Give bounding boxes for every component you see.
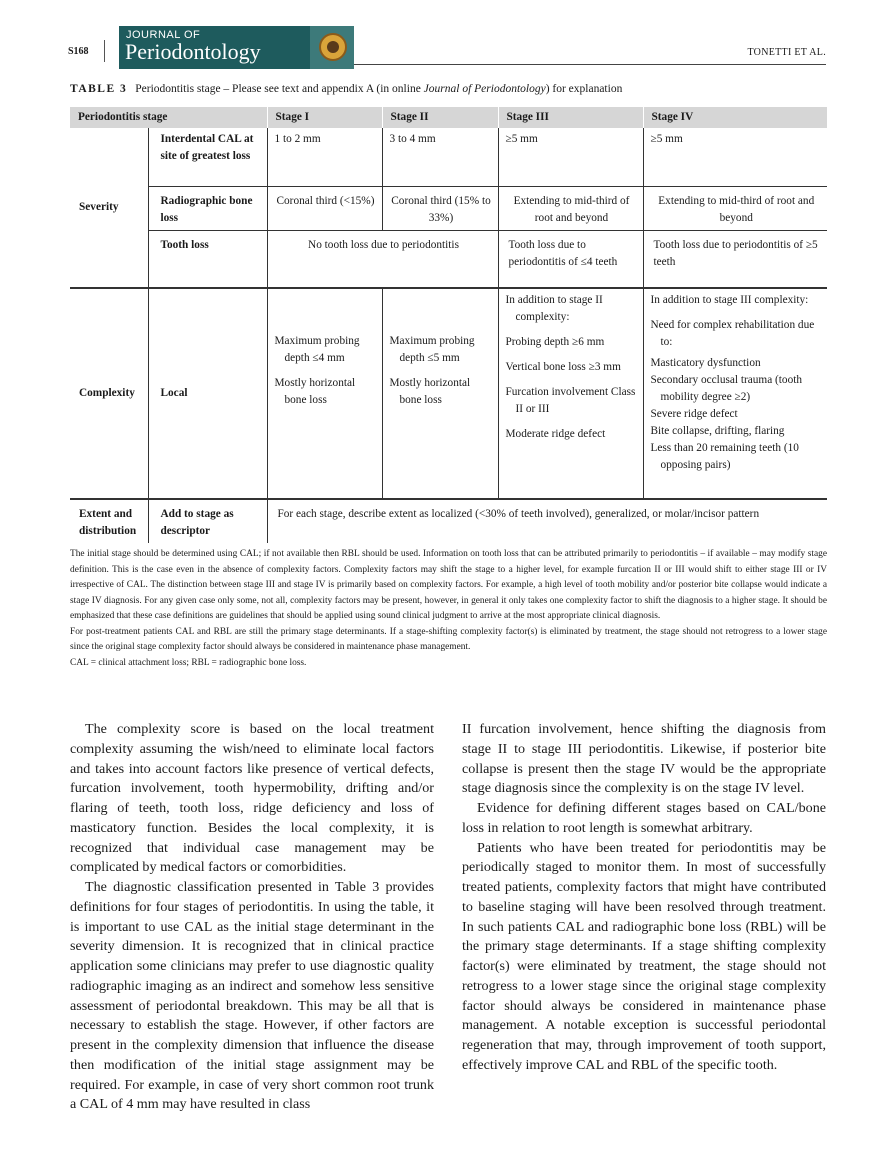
c2-item: Maximum probing depth ≤5 mm [389,335,475,364]
header-stage-3: Stage III [498,107,643,128]
row-complexity [70,288,827,499]
c1-item: Maximum probing depth ≤4 mm [274,335,360,364]
row-extent [70,499,827,543]
caption-text-post: ) for explanation [545,83,623,95]
journal-logo-line2: Periodontology [125,39,261,64]
tooth-loss-stage4: Tooth loss due to periodontitis of ≥5 teeth [643,230,827,288]
c1-item: Mostly horizontal bone loss [274,377,356,406]
rbl-stage1: Coronal third (<15%) [267,186,382,230]
journal-logo-line1: JOURNAL OF [126,29,201,41]
c3-item: In addition to stage II complexity: [505,294,603,323]
page-number: S168 [68,46,89,57]
header-stage-2: Stage II [382,107,498,128]
cal-stage3: ≥5 mm [498,128,643,186]
tooth-loss-stage3: Tooth loss due to periodontitis of ≤4 teeth [498,230,643,288]
c4-item: Less than 20 remaining teeth (10 opposing pairs) [650,442,799,471]
header-stage-1: Stage I [267,107,382,128]
complexity-local: Local [148,288,267,499]
body-right-column [462,720,826,1076]
rbl-label: Radiographic bone loss [148,186,267,230]
complexity-stage2 [382,288,498,499]
complexity-stage4 [643,288,827,499]
cal-label: Interdental CAL at site of greatest loss [148,128,267,186]
c4-item: In addition to stage III complexity: [650,294,809,306]
cal-stage2: 3 to 4 mm [382,128,498,186]
footnote: CAL = clinical attachment loss; RBL = radiographic bone loss. [70,657,307,668]
body-paragraph: Evidence for defining different stages based on CAL/bone loss in relation to root length is somewhat arbitrary. [462,800,826,836]
extent-sub: Add to stage as descriptor [148,499,267,543]
caption-journal: Journal of Periodontology [423,83,546,95]
c4-item: Bite collapse, drifting, flaring [650,425,785,437]
caption-text-pre: Periodontitis stage – Please see text and appendix A (in online [135,83,424,95]
body-paragraph: Patients who have been treated for periodontitis may be periodically staged to monitor them. In most of successfully treated patients, complexity factors that might have contributed to baseline staging will have been resolved through treatment. In such patients CAL and radiographic bone loss (RBL) will be the primary stage determinants. If a stage shifting complexity factor(s) were eliminated by treatment, the stage should not retrogress to a lower stage since the original stage complexity factor should always be considered in maintenance phase management. A notable exception is successful periodontal regeneration that may, through improvement of tooth support, effectively improve CAL and RBL of the specific tooth. [462,839,826,1073]
journal-logo [119,26,354,69]
c3-item: Vertical bone loss ≥3 mm [505,361,621,373]
c2-item: Mostly horizontal bone loss [389,377,471,406]
cal-stage4: ≥5 mm [643,128,827,186]
complexity-stage1 [267,288,382,499]
header-divider [104,40,105,62]
cal-stage1: 1 to 2 mm [267,128,382,186]
row-rbl [70,186,827,230]
body-left-column [70,720,434,1115]
complexity-stage3 [498,288,643,499]
extent-label: Extent and distribution [79,508,137,537]
table-label: TABLE 3 [70,83,128,95]
tooth-loss-stage12: No tooth loss due to periodontitis [267,230,498,288]
c4-item: Masticatory dysfunction [650,357,761,369]
c4-item: Secondary occlusal trauma (tooth mobility degree ≥2) [650,374,803,403]
page-header [68,26,826,70]
stage-table [70,107,827,543]
complexity-label: Complexity [70,288,148,499]
table-footnotes [70,547,827,671]
aap-seal-icon [310,26,354,69]
body-paragraph: The complexity score is based on the local treatment complexity assuming the wish/need to eliminate local factors and takes into account factors like presence of vertical defects, furcation involvement, tooth hypermobility, drifting and/or flaring of teeth, tooth loss, ridge deficiency and loss of masticatory function. Besides the local complexity, it is recognized that individual case management may be complicated by medical factors or comorbidities. [70,721,434,876]
body-paragraph: The diagnostic classification presented in Table 3 provides definitions for four stages of periodontitis. In using the table, it is important to use CAL as the initial stage determinant in the severity dimension. It is recognized that in clinical practice application some clinicians may prefer to use diagnostic quality radiographic imaging as an indirect and somehow less sensitive assessment of periodontal breakdown. This may be all that is necessary to establish the stage. However, if other factors are present in the complexity dimension that influence the disease then modification of the initial stage assignment may be required. For example, in case of very short common root trunk a CAL of 4 mm may have resulted in class [70,879,434,1113]
footnote: The initial stage should be determined using CAL; if not available then RBL should be used. Information on tooth loss that can be attributed primarily to periodontitis – if available – may modify stage definition. This is the case even in the absence of complexity factors. Complexity factors may shift the stage to a higher level, for example furcation II or III would shift to either stage III or IV irrespective of CAL. The distinction between stage III and stage IV is primarily based on complexity factors. For example, a high level of tooth mobility and/or posterior bite collapse would indicate a stage IV diagnosis. For any given case only some, not all, complexity factors may be present, however, in general it only takes one complexity factor to shift the diagnosis to a higher stage. It should be emphasized that these case definitions are guidelines that should be applied using sound clinical judgment to arrive at the most appropriate clinical diagnosis. [70,549,827,621]
header-rule [354,64,826,65]
rbl-stage4: Extending to mid-third of root and beyond [643,186,827,230]
body-paragraph-continued: II furcation involvement, hence shifting the diagnosis from stage II to stage III periodontitis. Likewise, if posterior bite collapse is present then the stage IV would be the appropriate stage diagnosis since the complexity is on the stage IV level. [462,721,826,797]
c4-item: Severe ridge defect [650,408,738,420]
header-periodontitis-stage: Periodontitis stage [70,107,267,128]
tooth-loss-label: Tooth loss [148,230,267,288]
c4-item: Need for complex rehabilitation due to: [650,319,815,348]
footnote: For post-treatment patients CAL and RBL are still the primary stage determinants. If a stage-shifting complexity factor(s) is eliminated by treatment, the stage should not retrogress to a lower stage since the original stage complexity factor should always be considered in maintenance phase management. [70,626,827,652]
row-tooth-loss [70,230,827,288]
running-head: TONETTI ET AL. [747,47,826,58]
table-header-row [70,107,827,128]
header-stage-4: Stage IV [643,107,827,128]
c3-item: Moderate ridge defect [505,428,606,440]
rbl-stage2: Coronal third (15% to 33%) [382,186,498,230]
rbl-stage3: Extending to mid-third of root and beyond [498,186,643,230]
table-caption [70,83,622,95]
severity-label: Severity [70,128,148,288]
row-cal [70,128,827,186]
c3-item: Probing depth ≥6 mm [505,336,605,348]
extent-text: For each stage, describe extent as localized (<30% of teeth involved), generalized, or molar/incisor pattern [267,499,827,543]
c3-item: Furcation involvement Class II or III [505,386,636,415]
